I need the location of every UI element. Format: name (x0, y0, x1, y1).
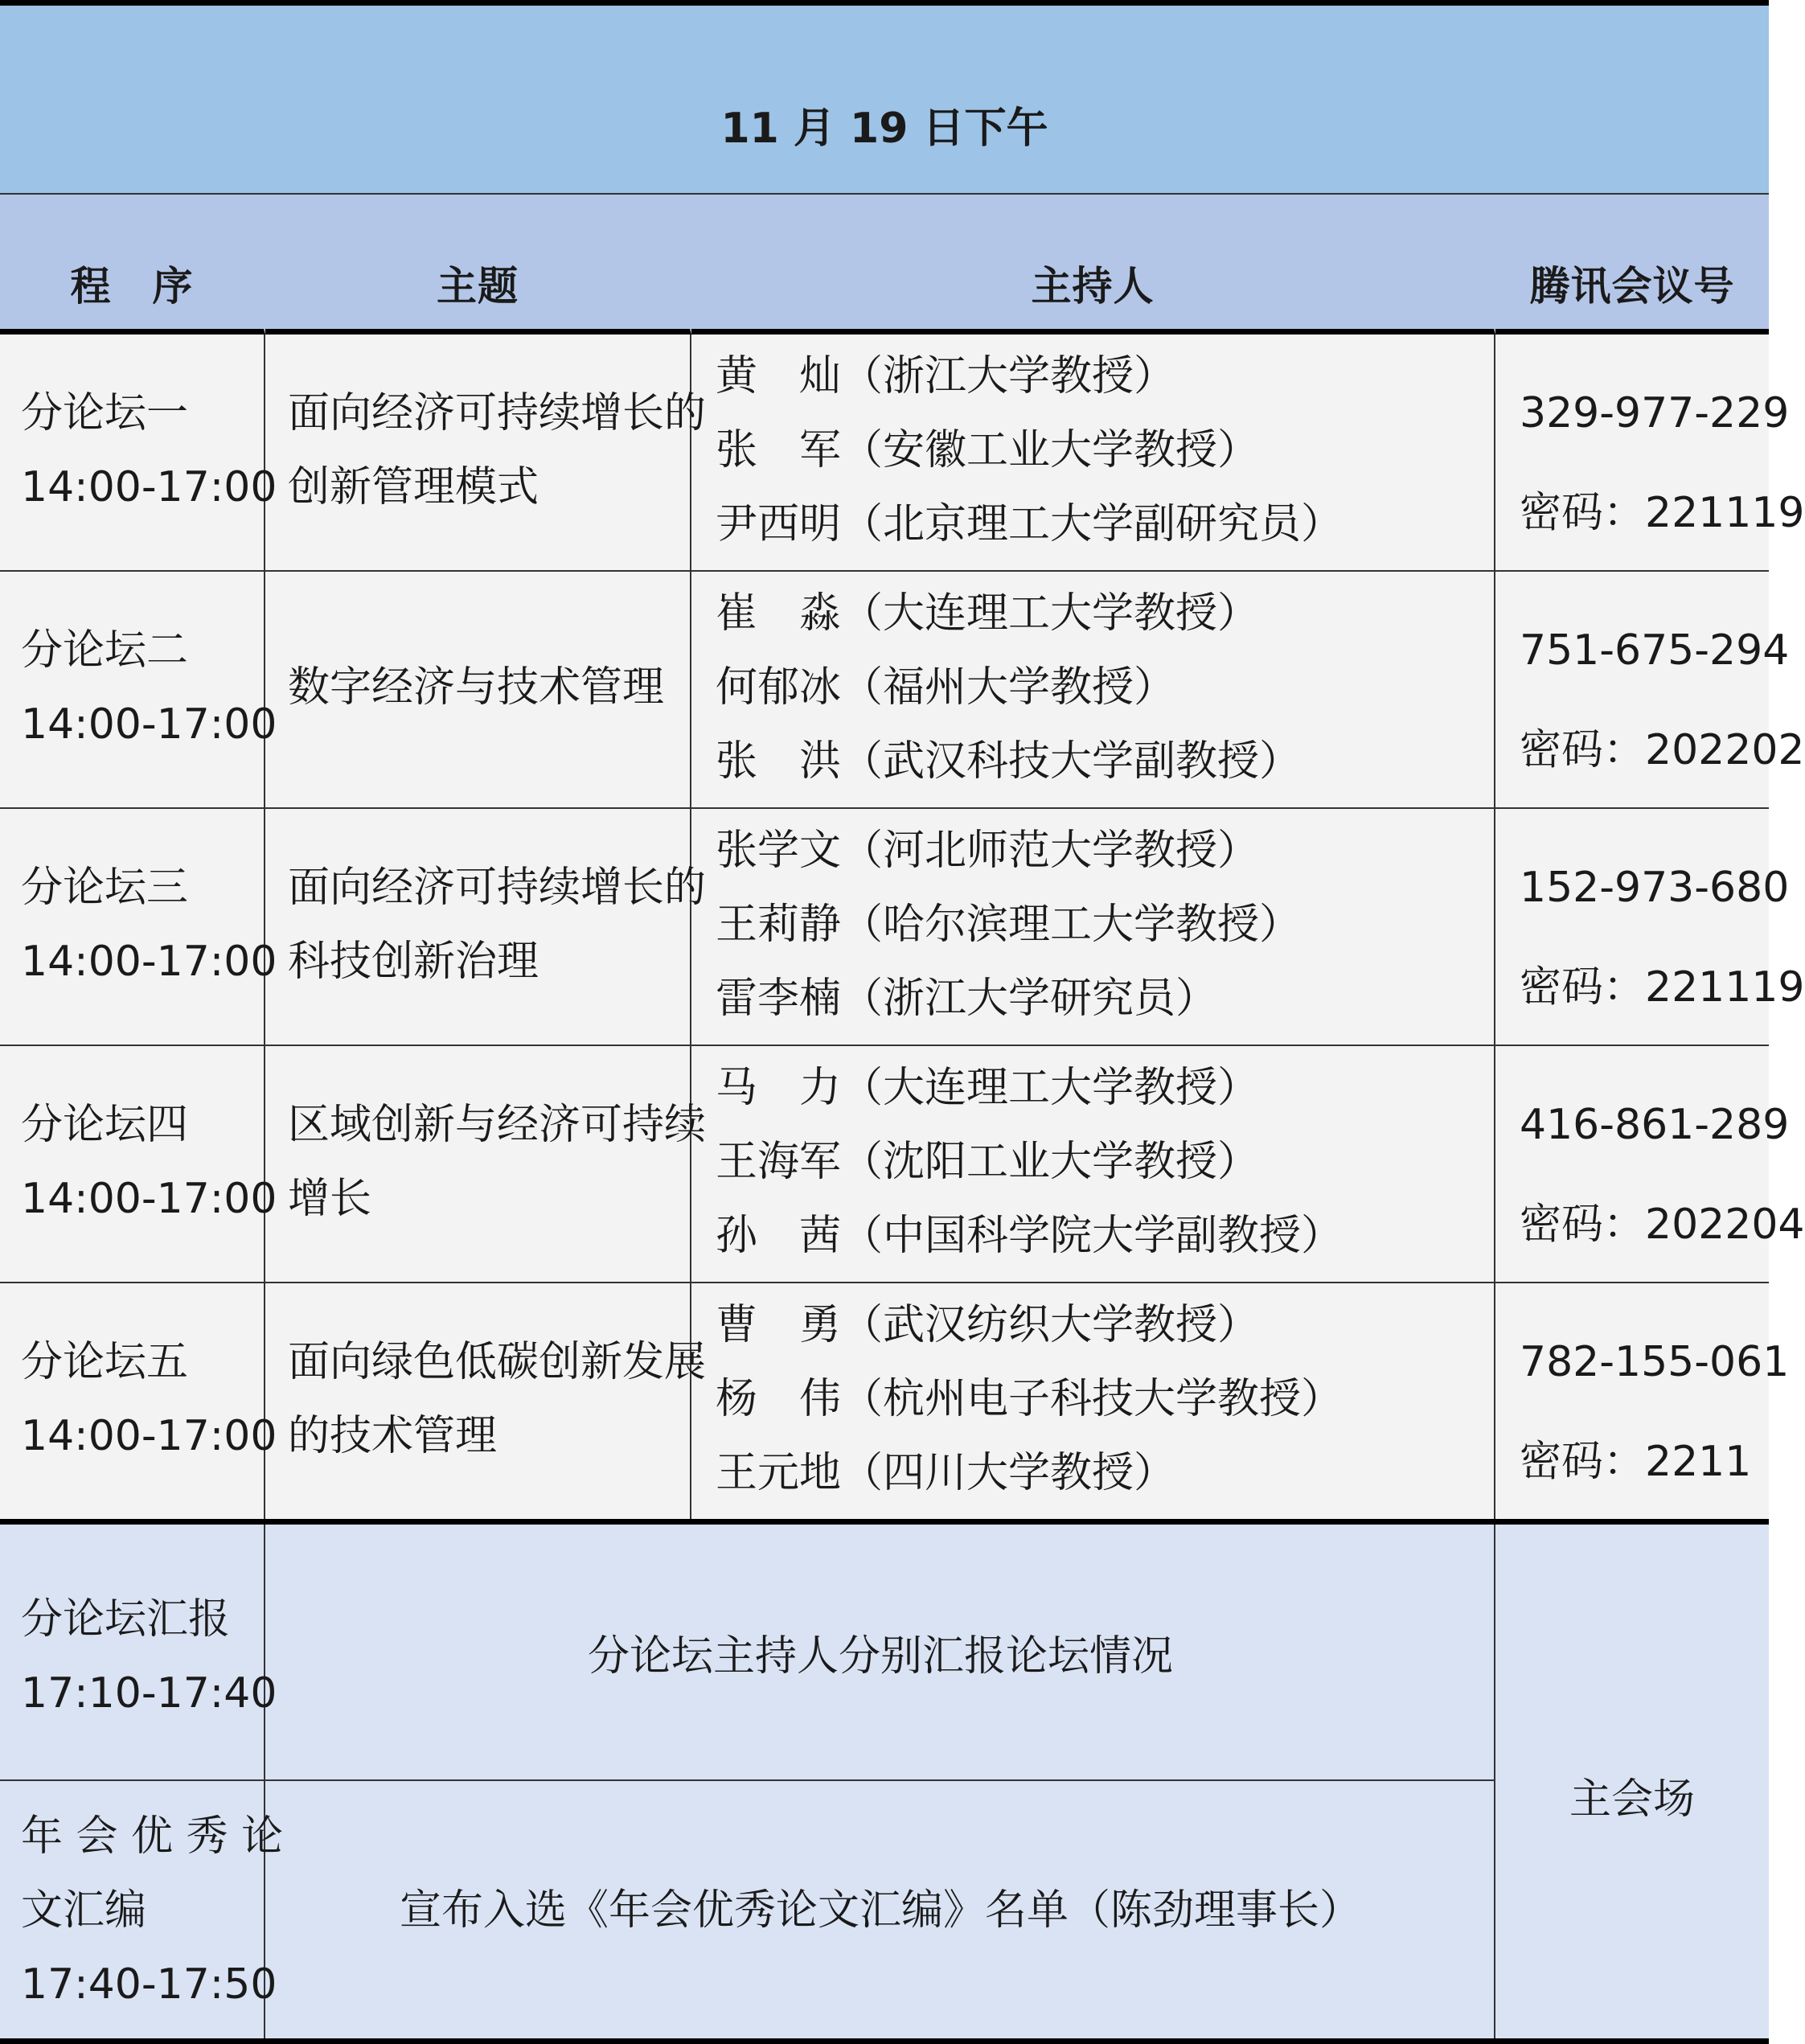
forum-name: 分论坛二 (21, 626, 189, 675)
header-topic-label: 主题 (437, 263, 519, 310)
topic-cell (265, 1046, 707, 1282)
host-entry: 马 力（大连理工大学教授） (716, 1064, 1260, 1112)
meeting-password: 密码：2211 (1520, 1438, 1752, 1486)
host-entry: 王莉静（哈尔滨理工大学教授） (716, 901, 1302, 949)
table-row (0, 572, 1805, 809)
award-content: 宣布入选《年会优秀论文汇编》名单（陈劲理事长） (399, 1886, 1361, 1935)
topic-line: 的技术管理 (288, 1412, 498, 1460)
meeting-cell (1495, 1283, 1790, 1519)
topic-cell (265, 572, 691, 807)
meeting-id: 152-973-680 (1520, 864, 1790, 912)
topic-line: 数字经济与技术管理 (288, 663, 665, 712)
meeting-cell (1495, 1046, 1805, 1282)
program-cell (0, 1283, 277, 1519)
table-row (0, 1283, 1790, 1525)
host-entry: 张学文（河北师范大学教授） (716, 827, 1260, 875)
meeting-cell (1495, 572, 1805, 807)
table-row (0, 1046, 1805, 1283)
meeting-id: 751-675-294 (1520, 626, 1790, 675)
meeting-cell (1495, 335, 1805, 570)
topic-line: 面向绿色低碳创新发展 (288, 1338, 707, 1386)
forum-time: 14:00-17:00 (21, 700, 277, 749)
meeting-password: 密码：221119 (1520, 963, 1805, 1012)
table-row (0, 809, 1805, 1046)
header-program-label: 程 序 (70, 263, 194, 310)
meeting-password: 密码：221119 (1520, 489, 1805, 537)
topic-line: 科技创新治理 (288, 938, 539, 986)
host-entry: 王海军（沈阳工业大学教授） (716, 1138, 1260, 1186)
host-cell (691, 572, 1495, 807)
topic-cell (265, 809, 707, 1045)
award-name: 文汇编 (21, 1886, 147, 1935)
host-entry: 张 洪（武汉科技大学副教授） (716, 737, 1302, 786)
header-host (691, 195, 1495, 335)
report-content: 分论坛主持人分别汇报论坛情况 (587, 1632, 1173, 1681)
host-entry: 杨 伟（杭州电子科技大学教授） (716, 1375, 1343, 1423)
venue-label: 主会场 (1569, 1775, 1695, 1824)
award-name: 年 会 优 秀 论 (21, 1812, 284, 1861)
report-name: 分论坛汇报 (21, 1595, 231, 1644)
topic-line: 面向经济可持续增长的 (288, 864, 707, 912)
host-cell (691, 1046, 1495, 1282)
program-cell (0, 1046, 277, 1282)
meeting-password: 密码：202204 (1520, 1201, 1805, 1249)
divider (0, 2038, 1769, 2044)
header-meeting (1495, 195, 1769, 335)
program-cell (0, 335, 277, 570)
topic-line: 面向经济可持续增长的 (288, 389, 707, 437)
forum-name: 分论坛五 (21, 1338, 189, 1386)
host-entry: 黄 灿（浙江大学教授） (716, 352, 1176, 400)
meeting-id: 329-977-229 (1520, 389, 1790, 437)
meeting-cell (1495, 809, 1805, 1045)
header-topic (265, 195, 691, 335)
report-time: 17:10-17:40 (21, 1669, 277, 1718)
award-time: 17:40-17:50 (21, 1960, 277, 2009)
divider (0, 1779, 1495, 1781)
program-cell (0, 809, 277, 1045)
host-entry: 崔 淼（大连理工大学教授） (716, 589, 1260, 638)
host-cell (691, 1283, 1495, 1519)
topic-line: 区域创新与经济可持续 (288, 1101, 707, 1149)
topic-cell (265, 1283, 707, 1519)
title-band (0, 0, 1769, 195)
topic-line: 创新管理模式 (288, 463, 539, 511)
header-host-label: 主持人 (1031, 263, 1155, 310)
host-entry: 何郁冰（福州大学教授） (716, 663, 1176, 712)
host-cell (691, 809, 1495, 1045)
meeting-id: 416-861-289 (1520, 1101, 1790, 1149)
schedule-title: 11 月 19 日下午 (720, 105, 1048, 153)
topic-line: 增长 (288, 1175, 372, 1223)
forum-name: 分论坛一 (21, 389, 189, 437)
host-entry: 孙 茜（中国科学院大学副教授） (716, 1212, 1343, 1260)
host-entry: 雷李楠（浙江大学研究员） (716, 975, 1218, 1023)
host-entry: 张 军（安徽工业大学教授） (716, 426, 1260, 474)
header-meeting-label: 腾讯会议号 (1529, 263, 1735, 310)
forum-time: 14:00-17:00 (21, 463, 277, 511)
host-entry: 曹 勇（武汉纺织大学教授） (716, 1301, 1260, 1349)
forum-time: 14:00-17:00 (21, 938, 277, 986)
forum-name: 分论坛四 (21, 1101, 189, 1149)
forum-time: 14:00-17:00 (21, 1175, 277, 1223)
host-cell (691, 335, 1495, 570)
forum-name: 分论坛三 (21, 864, 189, 912)
host-entry: 尹西明（北京理工大学副研究员） (716, 500, 1343, 548)
header-program (0, 195, 265, 335)
program-cell (0, 572, 277, 807)
forum-time: 14:00-17:00 (21, 1412, 277, 1460)
meeting-id: 782-155-061 (1520, 1338, 1790, 1386)
table-row (0, 335, 1805, 572)
host-entry: 王元地（四川大学教授） (716, 1449, 1176, 1497)
meeting-password: 密码：202202 (1520, 726, 1805, 774)
topic-cell (265, 335, 707, 570)
